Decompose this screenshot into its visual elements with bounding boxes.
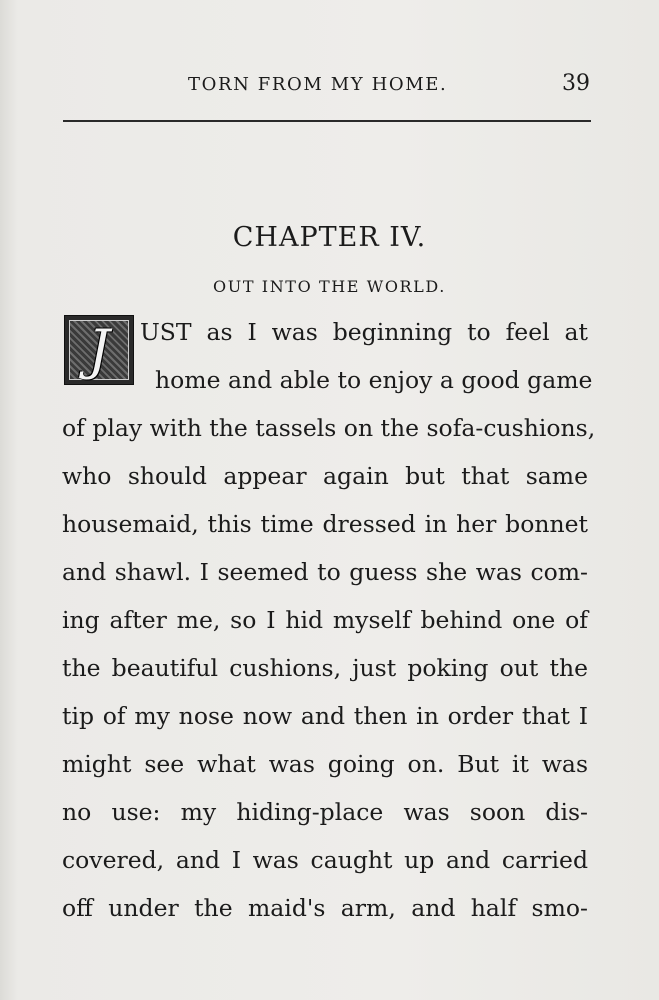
body-line-13: off under the maid's arm, and half smo- [62,894,588,922]
running-head [62,71,592,104]
drop-cap-ornament [64,315,134,385]
body-line-4: who should appear again but that same [62,462,588,490]
body-line-5: housemaid, this time dressed in her bonnet [62,510,588,538]
body-line-2: home and able to enjoy a good game [155,366,593,394]
body-line-3: of play with the tassels on the sofa-cushions, [62,414,596,442]
body-line-12: covered, and I was caught up and carried [62,846,588,874]
body-line-10: might see what was going on. But it was [62,750,588,778]
body-line-7: ing after me, so I hid myself behind one of [62,606,588,634]
page-number: 39 [562,71,590,96]
chapter-title: CHAPTER IV. [232,222,427,253]
header-rule [63,120,591,122]
body-line-1: UST as I was beginning to feel at [140,318,588,346]
body-line-6: and shawl. I seemed to guess she was com- [62,558,588,586]
body-line-9: tip of my nose now and then in order that I [62,702,588,730]
body-line-11: no use: my hiding-place was soon dis- [62,798,588,826]
chapter-subtitle: OUT INTO THE WORLD. [213,277,446,296]
drop-cap-frame [69,320,129,380]
running-head-title: TORN FROM MY HOME. [188,74,448,95]
body-line-8: the beautiful cushions, just poking out the [62,654,588,682]
drop-cap-letter: J [88,318,110,381]
